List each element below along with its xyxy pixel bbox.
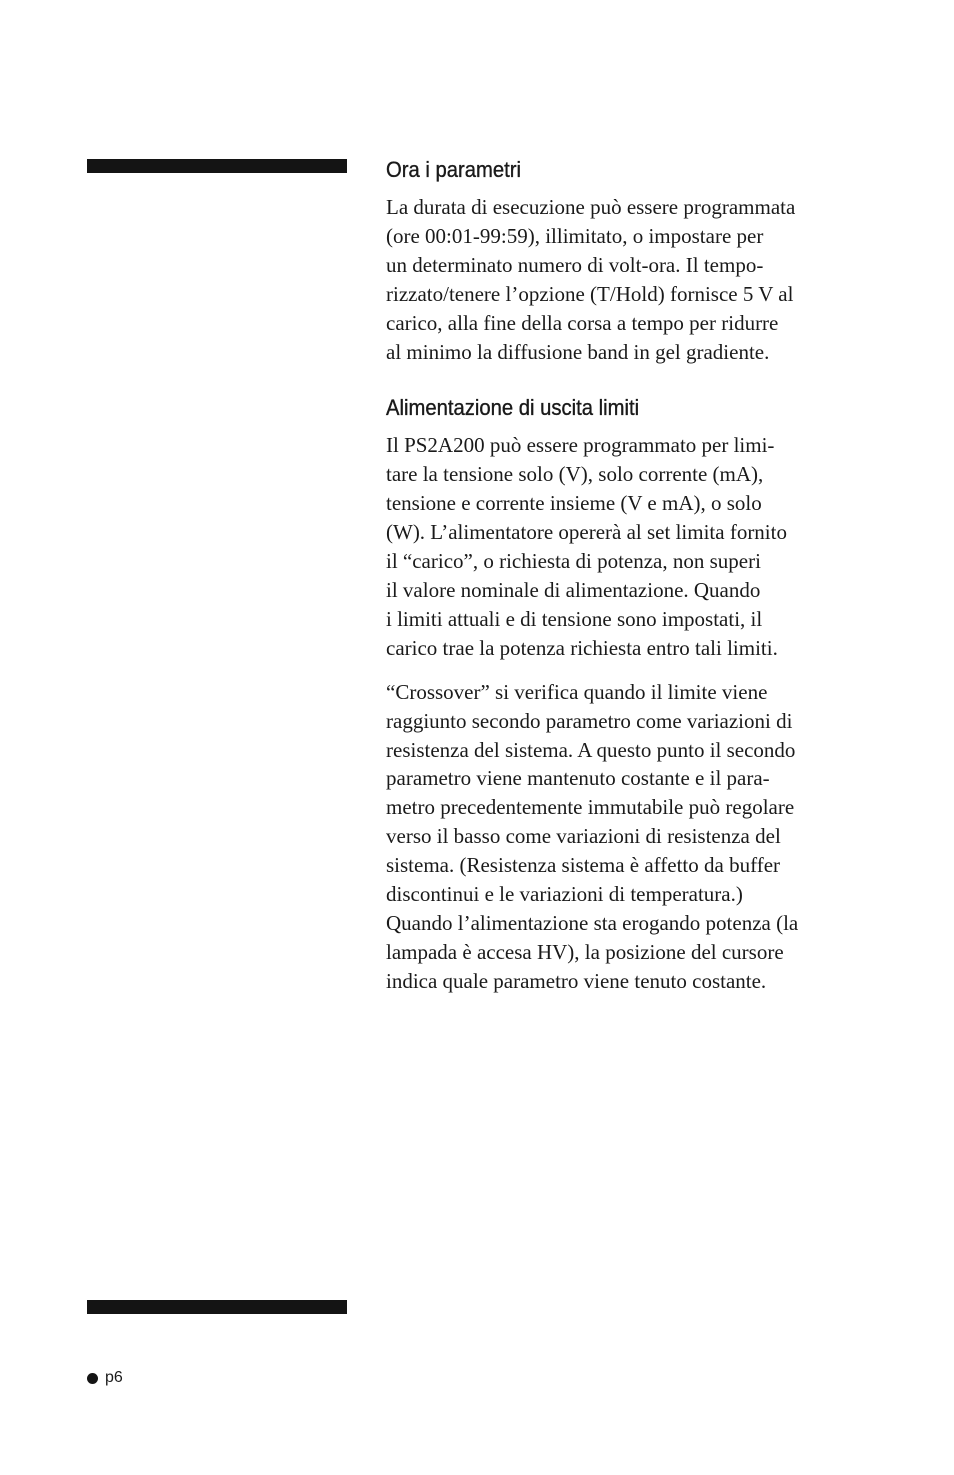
text-line: (W). L’alimentatore opererà al set limita fornito <box>386 520 787 545</box>
text-line: indica quale parametro viene tenuto costante. <box>386 968 767 993</box>
section-1-paragraph-1 <box>386 193 866 366</box>
page-footer <box>87 1367 123 1389</box>
bottom-decorative-rule <box>87 1300 347 1314</box>
text-line: Quando l’alimentazione sta erogando potenza (la <box>386 910 799 935</box>
text-line: rizzato/tenere l’opzione (T/Hold) fornisce 5 V al <box>386 281 794 306</box>
text-line: La durata di esecuzione può essere programmata <box>386 195 796 219</box>
text-line: tensione e corrente insieme (V e mA), o solo <box>386 491 762 516</box>
text-line: metro precedentemente immutabile può regolare <box>386 795 795 820</box>
section-heading-output-limits: Alimentazione di uscita limiti <box>386 395 640 421</box>
text-line: raggiunto secondo parametro come variazioni di <box>386 708 793 733</box>
section-2-paragraph-1 <box>386 431 866 662</box>
text-line: verso il basso come variazioni di resistenza del <box>386 824 781 849</box>
main-content <box>386 153 866 996</box>
text-line: il “carico”, o richiesta di potenza, non superi <box>386 549 761 574</box>
text-line: tare la tensione solo (V), solo corrente (mA), <box>386 462 764 487</box>
text-line: discontinui e le variazioni di temperatura.) <box>386 882 743 907</box>
text-line: lampada è accesa HV), la posizione del cursore <box>386 939 784 964</box>
text-line: sistema. (Resistenza sistema è affetto da buffer <box>386 853 781 878</box>
section-2-paragraph-2 <box>386 678 866 996</box>
text-line: carico trae la potenza richiesta entro tali limiti. <box>386 635 778 660</box>
text-line: parametro viene mantenuto costante e il para- <box>386 766 770 791</box>
text-line: il valore nominale di alimentazione. Quando <box>386 577 761 602</box>
section-heading-parameters: Ora i parametri <box>386 157 521 182</box>
text-line: (ore 00:01-99:59), illimitato, o impostare per <box>386 223 764 248</box>
text-line: “Crossover” si verifica quando il limite viene <box>386 679 768 704</box>
text-line: resistenza del sistema. A questo punto il secondo <box>386 737 796 762</box>
text-line: i limiti attuali e di tensione sono impostati, il <box>386 606 763 631</box>
text-line: al minimo la diffusione band in gel gradiente. <box>386 339 770 364</box>
text-line: un determinato numero di volt-ora. Il tempo- <box>386 252 764 277</box>
text-line: carico, alla fine della corsa a tempo per ridurre <box>386 310 779 335</box>
bullet-icon <box>87 1373 98 1384</box>
top-decorative-rule <box>87 159 347 173</box>
text-line: Il PS2A200 può essere programmato per limi- <box>386 433 775 458</box>
page-number: p6 <box>105 1369 123 1386</box>
